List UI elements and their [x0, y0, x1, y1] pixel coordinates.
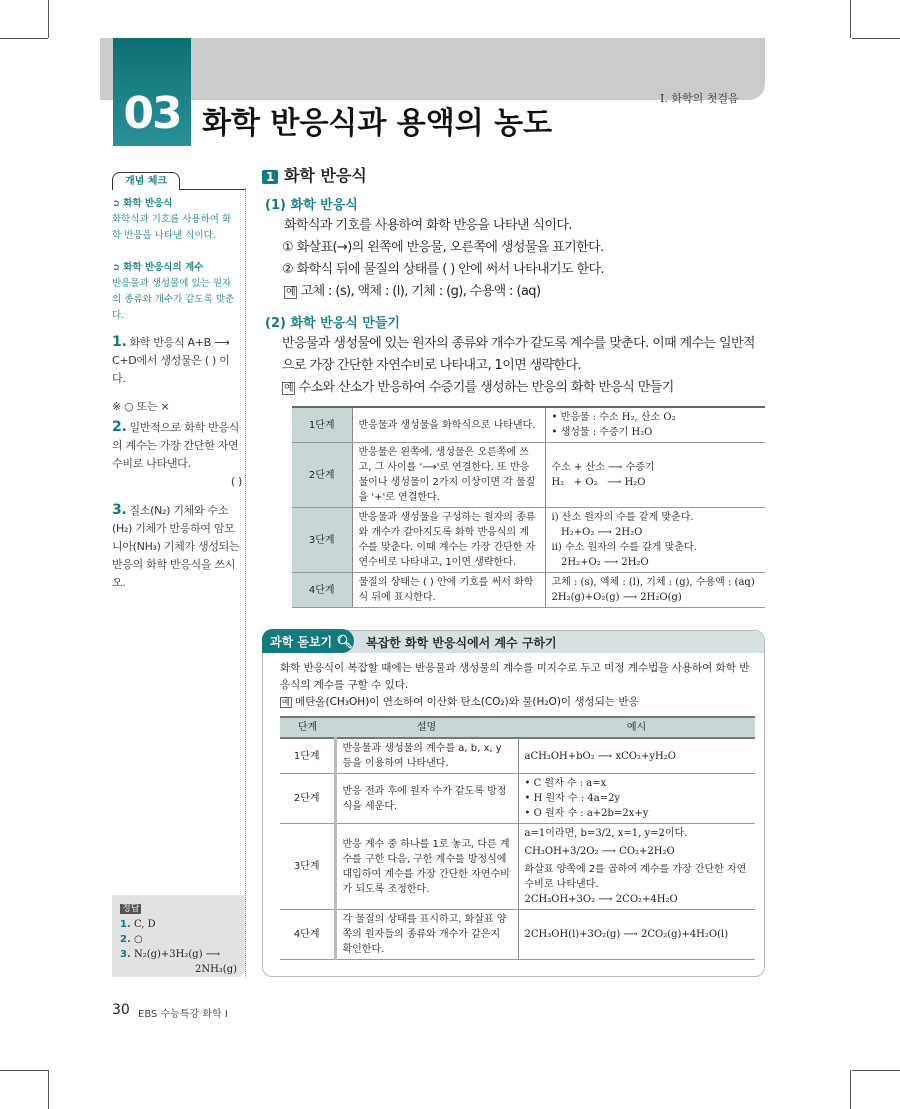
concept-list [112, 196, 240, 324]
table-row: 3단계 반응 계수 중 하나를 1로 놓고, 다른 계수를 구한 다음, 구한 계수를 방정식에 대입하여 계수를 가장 간단한 자연수비가 되도록 조정한다. a=1이라면, b=3/2, x=1, y=2이다. CH₃OH+3/2O₂ ⟶ CO₂+2H₂O 화살표 양쪽에 2를 곱하여 계수를 가장 간단한 자연수비로 나타낸다. 2CH₃OH+3O₂ ⟶ 2CO₂+4H₂O [280, 824, 755, 910]
answer-item: 3. N₂(g)+3H₂(g) ⟶ 2NH₃(g) [120, 949, 237, 975]
question-3: 3. 질소(N₂) 기체와 수소(H₂) 기체가 반응하여 암모니아(NH₃) 기체가 생성되는 반응의 화학 반응식을 쓰시오. [112, 502, 240, 589]
concept-title: ➲ 화학 반응식의 계수 [112, 262, 204, 273]
table-header-row: 단계 설명 예시 [280, 717, 755, 738]
science-box-body [263, 653, 764, 960]
main-column [262, 163, 765, 977]
subsection-2-body: 반응물과 생성물에 있는 원자의 종류와 개수가 같도록 계수를 맞춘다. 이때 계수는 일반적 으로 가장 간단한 자연수비로 나타내고, 1이면 생략한다. 예 수소와 산소가 반응하여 수증기를 생성하는 반응의 화학 반응식 만들기 [282, 336, 755, 395]
crop-mark [48, 1070, 49, 1109]
science-box-example: 예 메탄올(CH₃OH)이 연소하여 이산화 탄소(CO₂)와 물(H₂O)이 생성되는 반응 [282, 696, 639, 708]
question-note: ※ ○ 또는 × [112, 400, 170, 413]
answer-label: 정답 [122, 904, 140, 914]
answer-item: 2. ○ [120, 934, 143, 945]
table-row: 2단계 반응물은 왼쪽에, 생성물은 오른쪽에 쓰고, 그 사이를 '⟶'로 연결한다. 또 반응물이나 생성물이 2가지 이상이면 각 물질을 '+'로 연결한다. 수소 + 산소 ⟶ 수증기 H₂ + O₂ ⟶ H₂O [292, 443, 765, 508]
page-number: 30 [112, 1002, 130, 1018]
section-heading: 1 화학 반응식 [262, 163, 765, 186]
crop-mark [48, 0, 49, 38]
subsection-1-body: 화학식과 기호를 사용하여 화학 반응을 나타낸 식이다. ① 화살표(→)의 왼쪽에 반응물, 오른쪽에 생성물을 표기한다. ② 화학식 뒤에 물질의 상태를 ( ) 안에 써서 나타내기도 한다. 예 고체 : (s), 액체 : (l), 기체 : (g), 수용액 : (aq) [282, 218, 604, 299]
subsection-2-title: (2) 화학 반응식 만들기 [265, 316, 400, 331]
chapter-label: Ⅰ. 화학의 첫걸음 [660, 92, 739, 105]
answer-blank: ( ) [230, 475, 242, 488]
answer-box [112, 895, 245, 977]
sidebar-questions [112, 333, 242, 602]
question-2: 2. 일반적으로 화학 반응식의 계수는 가장 간단한 자연수비로 나타낸다. ( ) [112, 418, 242, 491]
page-title: 화학 반응식과 용액의 농도 [202, 106, 553, 141]
science-box-header [263, 631, 764, 653]
section-badge: 1 [262, 170, 278, 184]
question-1: 1. 화학 반응식 A+B ⟶ C+D에서 생성물은 ( ) 이다. [112, 334, 230, 385]
subsection-1-title: (1) 화학 반응식 [265, 198, 358, 213]
crop-mark [852, 38, 900, 39]
table-row: 1단계 반응물과 생성물의 계수를 a, b, x, y 등을 이용하여 나타낸다. aCH₃OH+bO₂ ⟶ xCO₂+yH₂O [280, 738, 755, 774]
crop-mark [850, 1070, 851, 1109]
coefficient-table [280, 716, 755, 960]
answer-item: 1. C, D [120, 919, 156, 930]
magnifier-icon: 🔍︎ [336, 635, 353, 650]
reaction-steps-table [292, 406, 765, 608]
crop-mark [0, 38, 48, 39]
crop-mark [0, 1070, 48, 1071]
table-row: 1단계 반응물과 생성물을 화학식으로 나타낸다. • 반응물 : 수소 H₂, 산소 O₂ • 생성물 : 수증기 H₂O [292, 407, 765, 443]
crop-mark [850, 0, 851, 38]
concept-title: ➲ 화학 반응식 [112, 198, 173, 209]
science-box-tag: 과학 돋보기 🔍︎ [262, 629, 354, 653]
science-box [262, 630, 765, 977]
science-box-title: 복잡한 화학 반응식에서 계수 구하기 [366, 636, 557, 650]
table-row: 3단계 반응물과 생성물을 구성하는 원자의 종류와 개수가 같아지도록 화학 반응식의 계수를 맞춘다. 이때 계수는 가장 간단한 자연수비로 나타내고, 1이면 생략한다. i) 산소 원자의 수를 같게 맞춘다. H₂+O₂ ⟶ 2H₂O ii) 수소 원자의 수를 같게 맞춘다. 2H₂+O₂ ⟶ 2H₂O [292, 508, 765, 573]
table-row: 4단계 각 물질의 상태를 표시하고, 화살표 양쪽의 원자들의 종류와 개수가 같은지 확인한다. 2CH₃OH(l)+3O₂(g) ⟶ 2CO₂(g)+4H₂O(l) [280, 910, 755, 960]
chapter-number: 03 [123, 88, 181, 139]
book-title: EBS 수능특강 화학 Ⅰ [138, 1009, 228, 1020]
concept-check-tab: 개념 체크 [112, 172, 180, 190]
concept-check-line [180, 189, 245, 190]
crop-mark [852, 1070, 900, 1071]
concept-body: 반응물과 생성물에 있는 원자의 종류와 개수가 같도록 맞춘다. [112, 278, 235, 321]
sidebar-divider [245, 188, 246, 978]
table-row: 2단계 반응 전과 후에 원자 수가 같도록 방정식을 세운다. • C 원자 수 : a=x • H 원자 수 : 4a=2y • O 원자 수 : a+2b=2x+y [280, 774, 755, 824]
concept-body: 화학식과 기호를 사용하여 화학 반응을 나타낸 식이다. [112, 214, 232, 241]
table-row: 4단계 물질의 상태는 ( ) 안에 기호를 써서 화학식 뒤에 표시한다. 고체 : (s), 액체 : (l), 기체 : (g), 수용액 : (aq) 2H₂(g)+O₂(g) ⟶ 2H₂O(g) [292, 573, 765, 608]
science-box-intro: 화학 반응식이 복잡할 때에는 반응물과 생성물의 계수를 미지수로 두고 미정 계수법을 사용하여 화학 반응식의 계수를 구할 수 있다. [280, 662, 750, 691]
